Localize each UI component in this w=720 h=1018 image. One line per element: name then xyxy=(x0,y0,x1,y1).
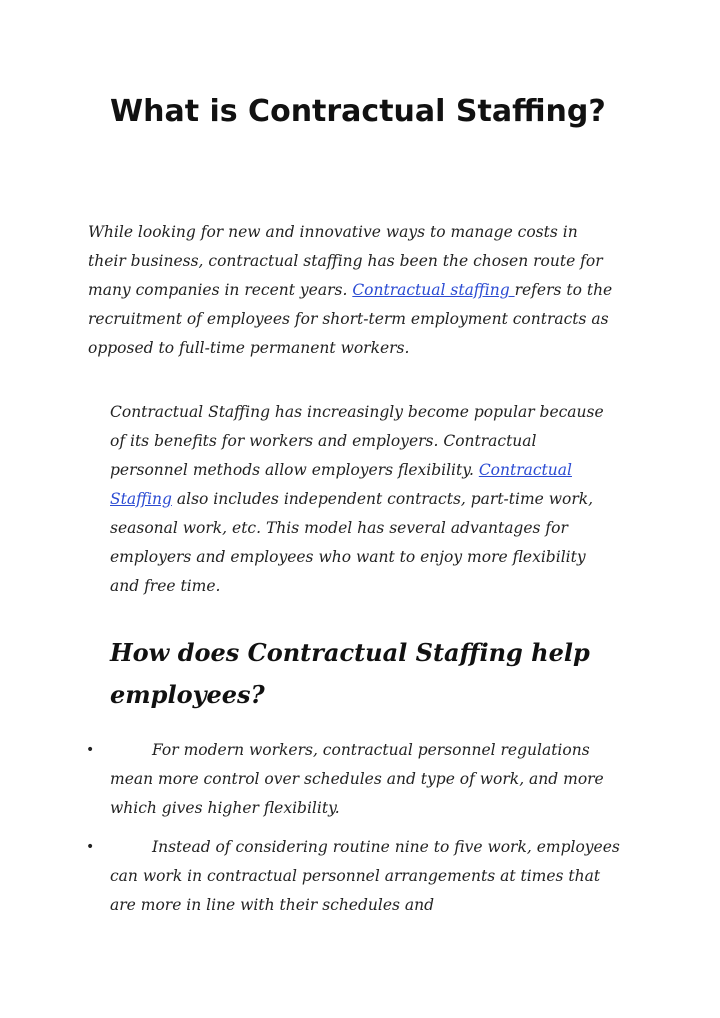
list-item-text: Instead of considering routine nine to five work, employees can work in contractual personnel arrangements at times that are more in line with their schedules and xyxy=(110,838,620,914)
list-item xyxy=(86,833,620,920)
contractual-staffing-link-2[interactable]: Contractual Staffing xyxy=(110,461,572,508)
contractual-staffing-link[interactable]: Contractual staffing xyxy=(352,281,515,299)
page-title: What is Contractual Staffing? xyxy=(110,94,606,129)
popularity-text-before: Contractual Staffing has increasingly become popular because of its benefits for workers and employers. Contractual personnel methods allow employers flexibility. xyxy=(110,403,604,479)
list-item xyxy=(86,736,620,823)
bullet-marker: • xyxy=(86,839,95,855)
popularity-text-after: also includes independent contracts, part-time work, seasonal work, etc. This model has several advantages for employers and employees who want to enjoy more flexibility and free time. xyxy=(110,490,594,595)
intro-paragraph xyxy=(88,218,618,363)
bullet-marker: • xyxy=(86,742,95,758)
intro-text-before: While looking for new and innovative ways to manage costs in their business, contractual staffing has been the chosen route for many companies in recent years. xyxy=(88,223,603,299)
intro-text-after: refers to the recruitment of employees for short-term employment contracts as opposed to full-time permanent workers. xyxy=(88,281,613,357)
list-item-text: For modern workers, contractual personnel regulations mean more control over schedules and type of work, and more which gives higher flexibility. xyxy=(110,741,604,817)
popularity-paragraph xyxy=(110,398,615,601)
section-heading: How does Contractual Staffing help employees? xyxy=(110,638,590,709)
